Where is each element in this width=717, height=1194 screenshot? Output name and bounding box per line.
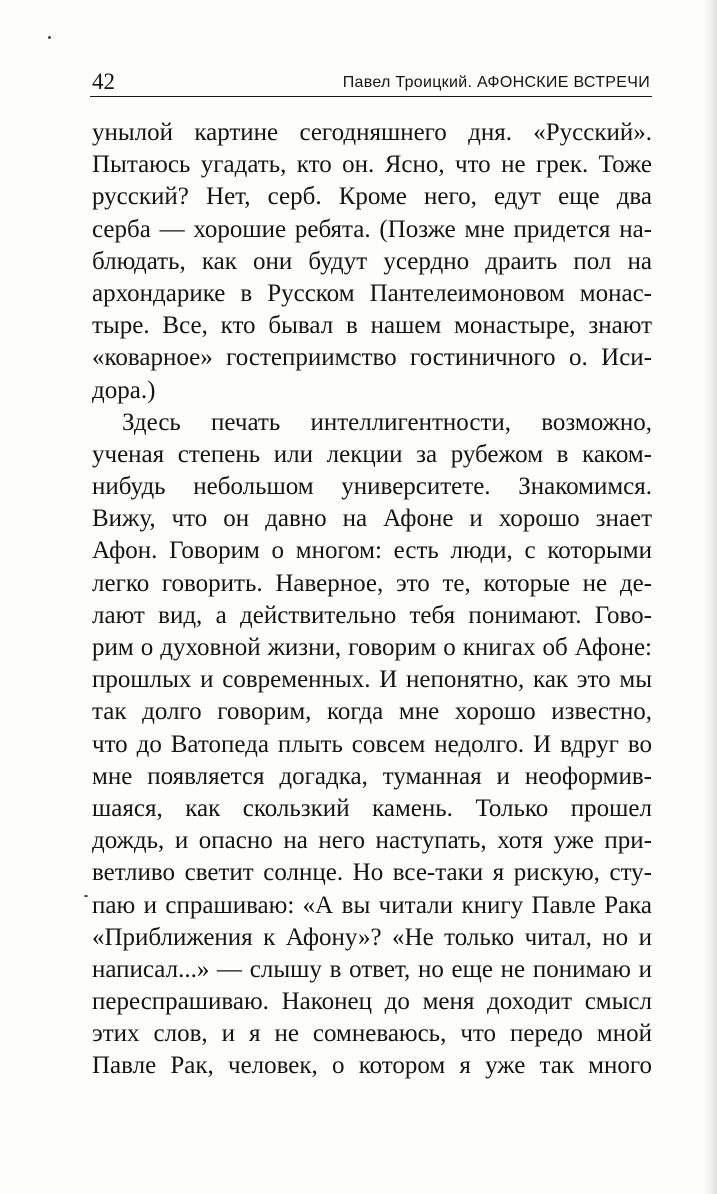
text-line: Вижу, что он давно на Афоне и хорошо знает <box>92 505 652 533</box>
text-line: паю и спрашиваю: «А вы читали книгу Павле Рака <box>92 891 652 919</box>
text-line: ученая степень или лекции за рубежом в каком- <box>92 440 652 468</box>
text-line: архондарике в Русском Пантелеимоновом монас- <box>92 279 652 307</box>
text-line: Афон. Говорим о многом: есть люди, с которыми <box>92 537 652 565</box>
text-line: написал...» — слышу в ответ, но еще не понимаю и <box>92 955 652 983</box>
running-head-author: Павел Троицкий. <box>342 74 473 91</box>
text-line: Пытаюсь угадать, кто он. Ясно, что не грек. Тоже <box>92 151 652 179</box>
text-line: прошлых и современных. И непонятно, как это мы <box>92 666 652 694</box>
text-line: ветливо светит солнце. Но все-таки я рискую, сту- <box>92 859 652 887</box>
text-line: так долго говорим, когда мне хорошо известно, <box>92 698 652 726</box>
text-line: русский? Нет, серб. Кроме него, едут еще два <box>92 183 652 211</box>
text-line: лают вид, а действительно тебя понимают. Гово- <box>92 601 652 629</box>
text-line: «Приближения к Афону»? «Не только читал, но и <box>92 923 652 951</box>
running-head-title: АФОНСКИЕ ВСТРЕЧИ <box>476 74 650 91</box>
text-line: этих слов, и я не сомневаюсь, что передо мной <box>92 1020 652 1048</box>
text-line: блюдать, как они будут усердно драить пол на <box>92 247 652 275</box>
text-line: дора.) <box>92 376 156 404</box>
text-line: шаяся, как скользкий камень. Только прошел <box>92 794 652 822</box>
running-head <box>343 74 650 92</box>
text-line: серба — хорошие ребята. (Позже мне придется на- <box>92 215 652 243</box>
text-line: мне появляется догадка, туманная и неоформив- <box>92 762 652 790</box>
page-header <box>90 66 652 97</box>
text-line: унылой картине сегодняшнего дня. «Русский». <box>92 119 652 146</box>
text-line: рим о духовной жизни, говорим о книгах об Афоне: <box>92 634 652 661</box>
body-text <box>92 117 652 1083</box>
text-line: переспрашиваю. Наконец до меня доходит смысл <box>92 988 652 1016</box>
text-line: тыре. Все, кто бывал в нашем монастыре, знают <box>92 312 652 340</box>
text-line-paragraph-start: Здесь печать интеллигентности, возможно, <box>122 408 652 436</box>
text-line: что до Ватопеда плыть совсем недолго. И вдруг во <box>92 730 652 758</box>
text-line: Павле Рак, человек, о котором я уже так много <box>92 1052 652 1080</box>
scan-shadow-edge <box>703 0 717 1194</box>
page-number: 42 <box>92 69 115 94</box>
text-line: «коварное» гостеприимство гостиничного о. Иси- <box>92 344 652 372</box>
scan-speck <box>48 36 51 39</box>
scan-speck <box>84 895 88 897</box>
text-line: легко говорить. Наверное, это те, которые не де- <box>92 569 652 597</box>
text-line: дождь, и опасно на него наступать, хотя уже при- <box>92 827 652 855</box>
text-line: нибудь небольшом университете. Знакомимся. <box>92 473 652 501</box>
